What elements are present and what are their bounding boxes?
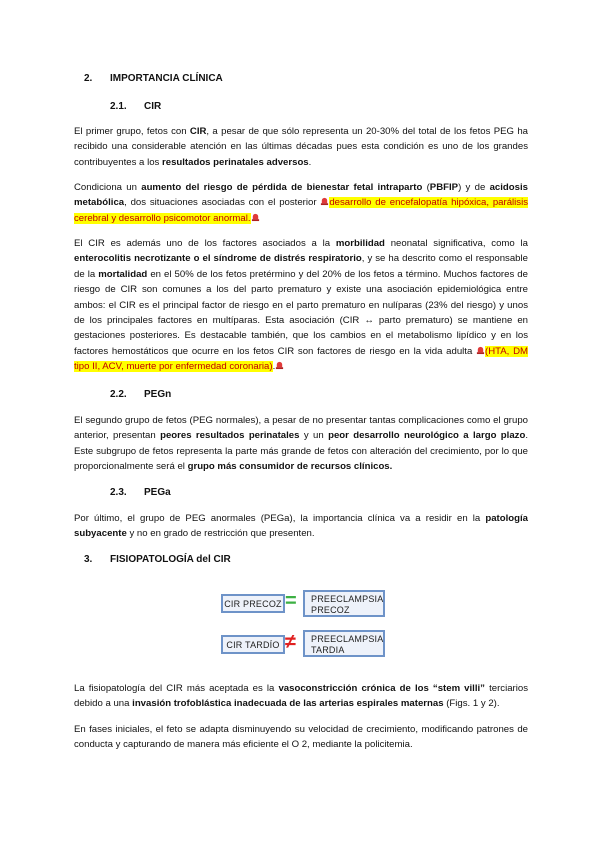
subsection-number: 2.1. bbox=[110, 101, 127, 112]
section-heading bbox=[84, 73, 223, 84]
subsection-number: 2.3. bbox=[110, 487, 127, 498]
paragraph: El CIR es además uno de los factores asociados a la morbilidad neonatal significativa, como la enterocolitis necrotizante o el síndrome de distrés respiratorio, y se ha descrito como el responsable de la mortalidad en el 50% de los fetos pretérmino y del 20% de los fetos a término. Muchos factores de riesgo de CIR son comunes a los del parto prematuro y existe una asociación epidemiológica entre ambos: el CIR es el principal factor de riesgo en el parto prematuro en nulíparas (23% del riesgo) y unos de los principales factores en multíparas. Esta asociación (CIR ↔ parto prematuro) se mantiene en gestaciones posteriores. Es destacable también, que los cambios en el metabolismo lipídico y en los factores hemostáticos que ocurre en los fetos CIR son factores de riesgo en la vida adulta (HTA, DM tipo II, ACV, muerte por enfermedad coronaria). bbox=[74, 238, 528, 373]
cir-precoz-box: CIR PRECOZ bbox=[221, 594, 285, 613]
subsection-heading bbox=[110, 101, 162, 112]
cir-tardio-box: CIR TARDÍO bbox=[221, 635, 285, 654]
paragraph: El primer grupo, fetos con CIR, a pesar de que sólo representa un 20-30% del total de los fetos PEG ha recibido una considerable atención en las últimas décadas pues esta condición es uno de los grandes contribuyentes a los resultados perinatales adversos. bbox=[74, 126, 528, 168]
subsection-title: PEGa bbox=[144, 487, 171, 498]
paragraph: Condiciona un aumento del riesgo de pérdida de bienestar fetal intraparto (PBFIP) y de acidosis metabólica, dos situaciones asociadas con el posterior desarrollo de encefalopatía hipóxica, parálisis cerebral y desarrollo psicomotor anormal. bbox=[74, 182, 529, 224]
highlighted-text: (HTA, DM tipo II, ACV, muerte por enfermedad coronaria) bbox=[74, 345, 528, 373]
section-title: IMPORTANCIA CLÍNICA bbox=[110, 73, 223, 84]
subsection-title: CIR bbox=[144, 101, 162, 112]
subsection-heading bbox=[110, 389, 172, 400]
siren-alarm-icon bbox=[275, 360, 284, 370]
preeclampsia-precoz-box: PREECLAMPSIA PRECOZ bbox=[303, 590, 385, 617]
section-heading bbox=[84, 554, 231, 565]
section-number: 3. bbox=[84, 554, 93, 565]
paragraph: En fases iniciales, el feto se adapta disminuyendo su velocidad de crecimiento, modificando patrones de conducta y capturando de manera más eficiente el O 2, mediante la policitemia. bbox=[74, 724, 528, 751]
siren-alarm-icon bbox=[476, 345, 485, 355]
paragraph: El segundo grupo de fetos (PEG normales), a pesar de no presentar tantas complicaciones como el grupo anterior, presentan peores resultados perinatales y un peor desarrollo neurológico a largo plazo. Este subgrupo de fetos representa la parte más grande de fetos con alteración del crecimiento, por lo que proporcionalmente será el grupo más consumidor de recursos clínicos. bbox=[74, 415, 529, 473]
paragraph: Por último, el grupo de PEG anormales (PEGa), la importancia clínica va a residir en la patología subyacente y no en grado de restricción que presenten. bbox=[74, 513, 528, 540]
preeclampsia-tardia-box: PREECLAMPSIA TARDIA bbox=[303, 630, 385, 657]
paragraph: La fisiopatología del CIR más aceptada es la vasoconstricción crónica de los “stem villi” terciarios debido a una invasión trofoblástica inadecuada de las arterias espirales maternas (Figs. 1 y 2). bbox=[74, 683, 528, 710]
highlighted-text: desarrollo de encefalopatía hipóxica, parálisis cerebral y desarrollo psicomotor anormal. bbox=[74, 197, 529, 224]
subsection-heading bbox=[110, 487, 171, 498]
not-equal-symbol: ≠ bbox=[285, 631, 296, 653]
equal-symbol: = bbox=[285, 590, 297, 612]
siren-alarm-icon bbox=[251, 212, 260, 222]
subsection-number: 2.2. bbox=[110, 389, 127, 400]
section-number: 2. bbox=[84, 73, 93, 84]
section-title: FISIOPATOLOGÍA del CIR bbox=[110, 554, 231, 565]
subsection-title: PEGn bbox=[144, 389, 172, 400]
siren-alarm-icon bbox=[320, 196, 329, 206]
